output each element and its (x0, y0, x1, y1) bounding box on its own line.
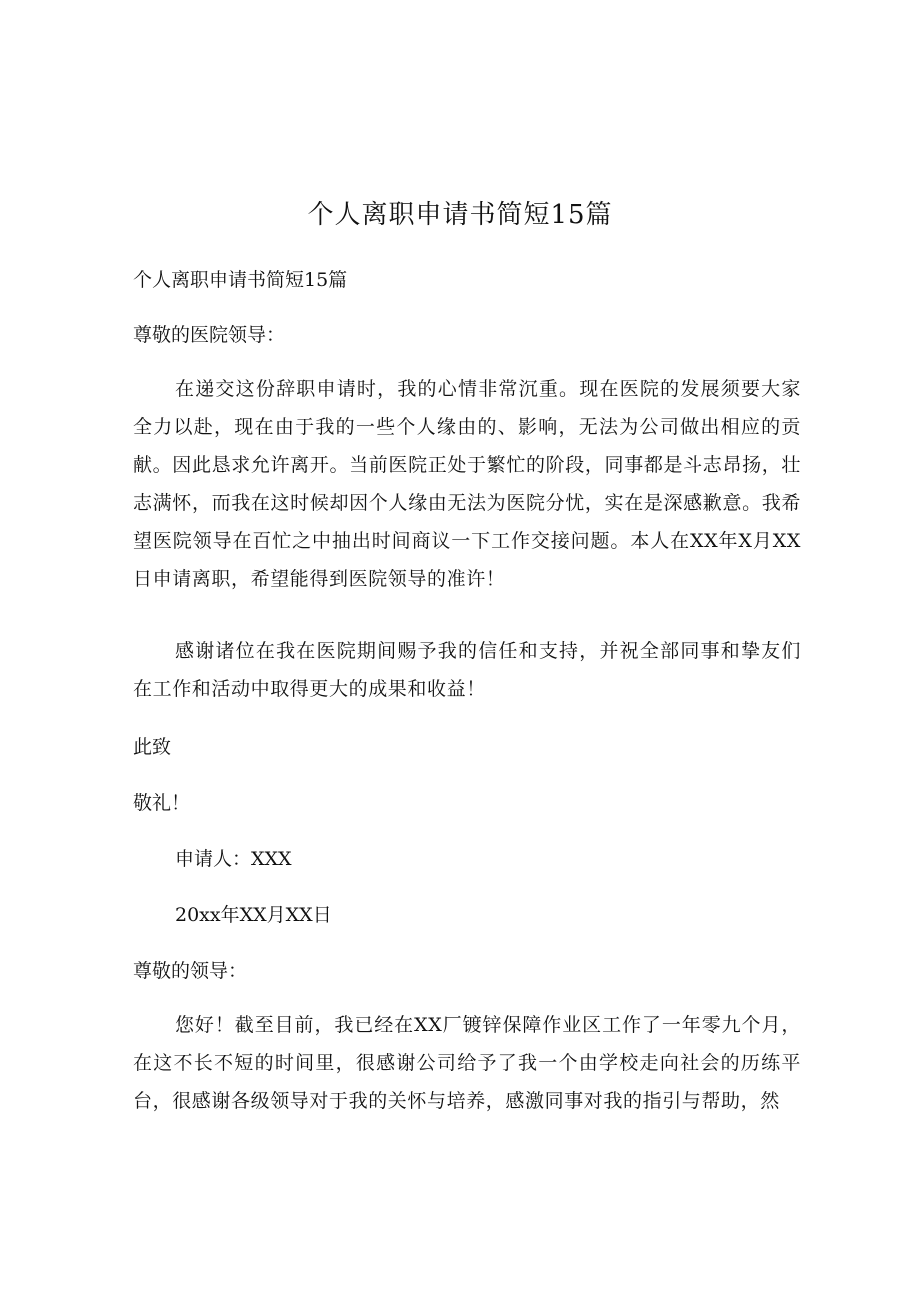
applicant-signature: 申请人：XXX (175, 848, 292, 870)
document-title: 个人离职申请书简短15篇 (307, 200, 613, 230)
application-date: 20xx年XX月XX日 (175, 904, 332, 926)
closing-jingli: 敬礼！ (133, 792, 191, 814)
paragraph-resignation-reason: 在递交这份辞职申请时，我的心情非常沉重。现在医院的发展须要大家全力以赴，现在由于我的一些个人缘由的、影响，无法为公司做出相应的贡献。因此恳求允许离开。当前医院正处于繁忙的阶段，同事都是斗志昂扬，壮志满怀，而我在这时候却因个人缘由无法为医院分忧，实在是深感歉意。我希望医院领导在百忙之中抽出时间商议一下工作交接问题。本人在XX年X月XX日申请离职，希望能得到医院领导的准许！ (133, 378, 801, 590)
closing-cizhi: 此致 (133, 736, 172, 758)
paragraph-thanks: 感谢诸位在我在医院期间赐予我的信任和支持，并祝全部同事和挚友们在工作和活动中取得更大的成果和收益！ (133, 640, 801, 700)
salutation-leader: 尊敬的领导： (133, 960, 248, 982)
salutation-hospital: 尊敬的医院领导： (133, 324, 286, 346)
paragraph-second-letter: 您好！截至目前，我已经在XX厂镀锌保障作业区工作了一年零九个月，在这不长不短的时间里，很感谢公司给予了我一个由学校走向社会的历练平台，很感谢各级领导对于我的关怀与培养，感激同事对我的指引与帮助，然 (133, 1014, 801, 1112)
subtitle: 个人离职申请书简短15篇 (133, 269, 348, 291)
